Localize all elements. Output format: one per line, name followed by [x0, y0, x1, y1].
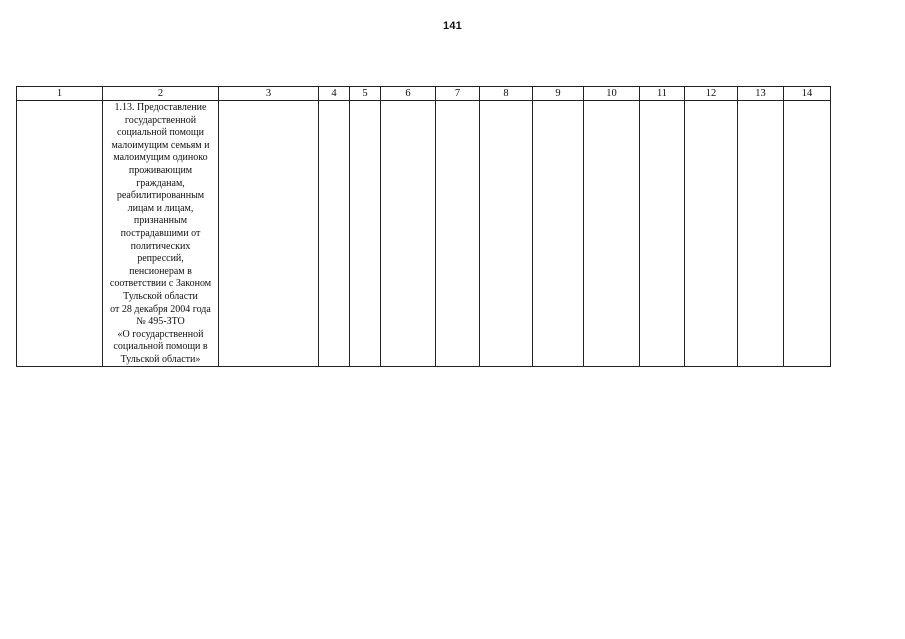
column-header-1: 1	[17, 87, 103, 101]
page-number: 141	[443, 20, 462, 32]
cell-col-8	[480, 101, 533, 367]
description-line: реабилитированным	[116, 190, 205, 202]
column-header-6: 6	[381, 87, 436, 101]
cell-col-5	[350, 101, 381, 367]
description-line: социальной помощи в	[113, 341, 208, 353]
cell-col-3	[219, 101, 319, 367]
description-line: признанным	[133, 215, 188, 227]
description-line: пострадавшими от	[120, 227, 201, 239]
cell-col-6	[381, 101, 436, 367]
description-line: малоимущим одиноко	[113, 152, 208, 164]
cell-col-12	[685, 101, 738, 367]
column-header-8: 8	[480, 87, 533, 101]
description-line: № 495-ЗТО	[136, 316, 185, 328]
description-line: проживающим	[128, 164, 193, 176]
description-line: Тульской области	[123, 290, 198, 302]
description-line: 1.13. Предоставление	[114, 102, 207, 113]
column-header-5: 5	[350, 87, 381, 101]
description-line: гражданам,	[136, 177, 185, 189]
description-line: пенсионерам в	[129, 265, 192, 277]
column-header-12: 12	[685, 87, 738, 101]
description-line: от 28 декабря 2004 года	[110, 303, 211, 315]
table-row	[17, 101, 831, 367]
cell-col-9	[533, 101, 584, 367]
description-line: государственной	[124, 114, 197, 126]
cell-col-7	[436, 101, 480, 367]
description-line: малоимущим семьям и	[111, 139, 210, 151]
description-line: репрессий,	[137, 253, 184, 265]
column-header-2: 2	[103, 87, 219, 101]
column-header-9: 9	[533, 87, 584, 101]
cell-col-2	[103, 101, 219, 367]
description-line: лицам и лицам,	[127, 202, 194, 214]
column-header-10: 10	[584, 87, 640, 101]
cell-col-11	[640, 101, 685, 367]
column-header-4: 4	[319, 87, 350, 101]
description-line: «О государственной	[117, 328, 204, 340]
description-line: Тульской области»	[120, 353, 201, 365]
description-line: соответствии с Законом	[109, 278, 212, 290]
cell-col-10	[584, 101, 640, 367]
column-header-11: 11	[640, 87, 685, 101]
cell-col-13	[738, 101, 784, 367]
column-header-14: 14	[784, 87, 831, 101]
column-header-7: 7	[436, 87, 480, 101]
description-line: политических	[130, 240, 191, 252]
data-table	[16, 86, 831, 367]
description-line: социальной помощи	[117, 127, 204, 139]
cell-col-4	[319, 101, 350, 367]
header-row	[17, 87, 831, 101]
measure-description	[103, 101, 218, 366]
cell-col-1	[17, 101, 103, 367]
column-header-13: 13	[738, 87, 784, 101]
cell-col-14	[784, 101, 831, 367]
column-header-3: 3	[219, 87, 319, 101]
